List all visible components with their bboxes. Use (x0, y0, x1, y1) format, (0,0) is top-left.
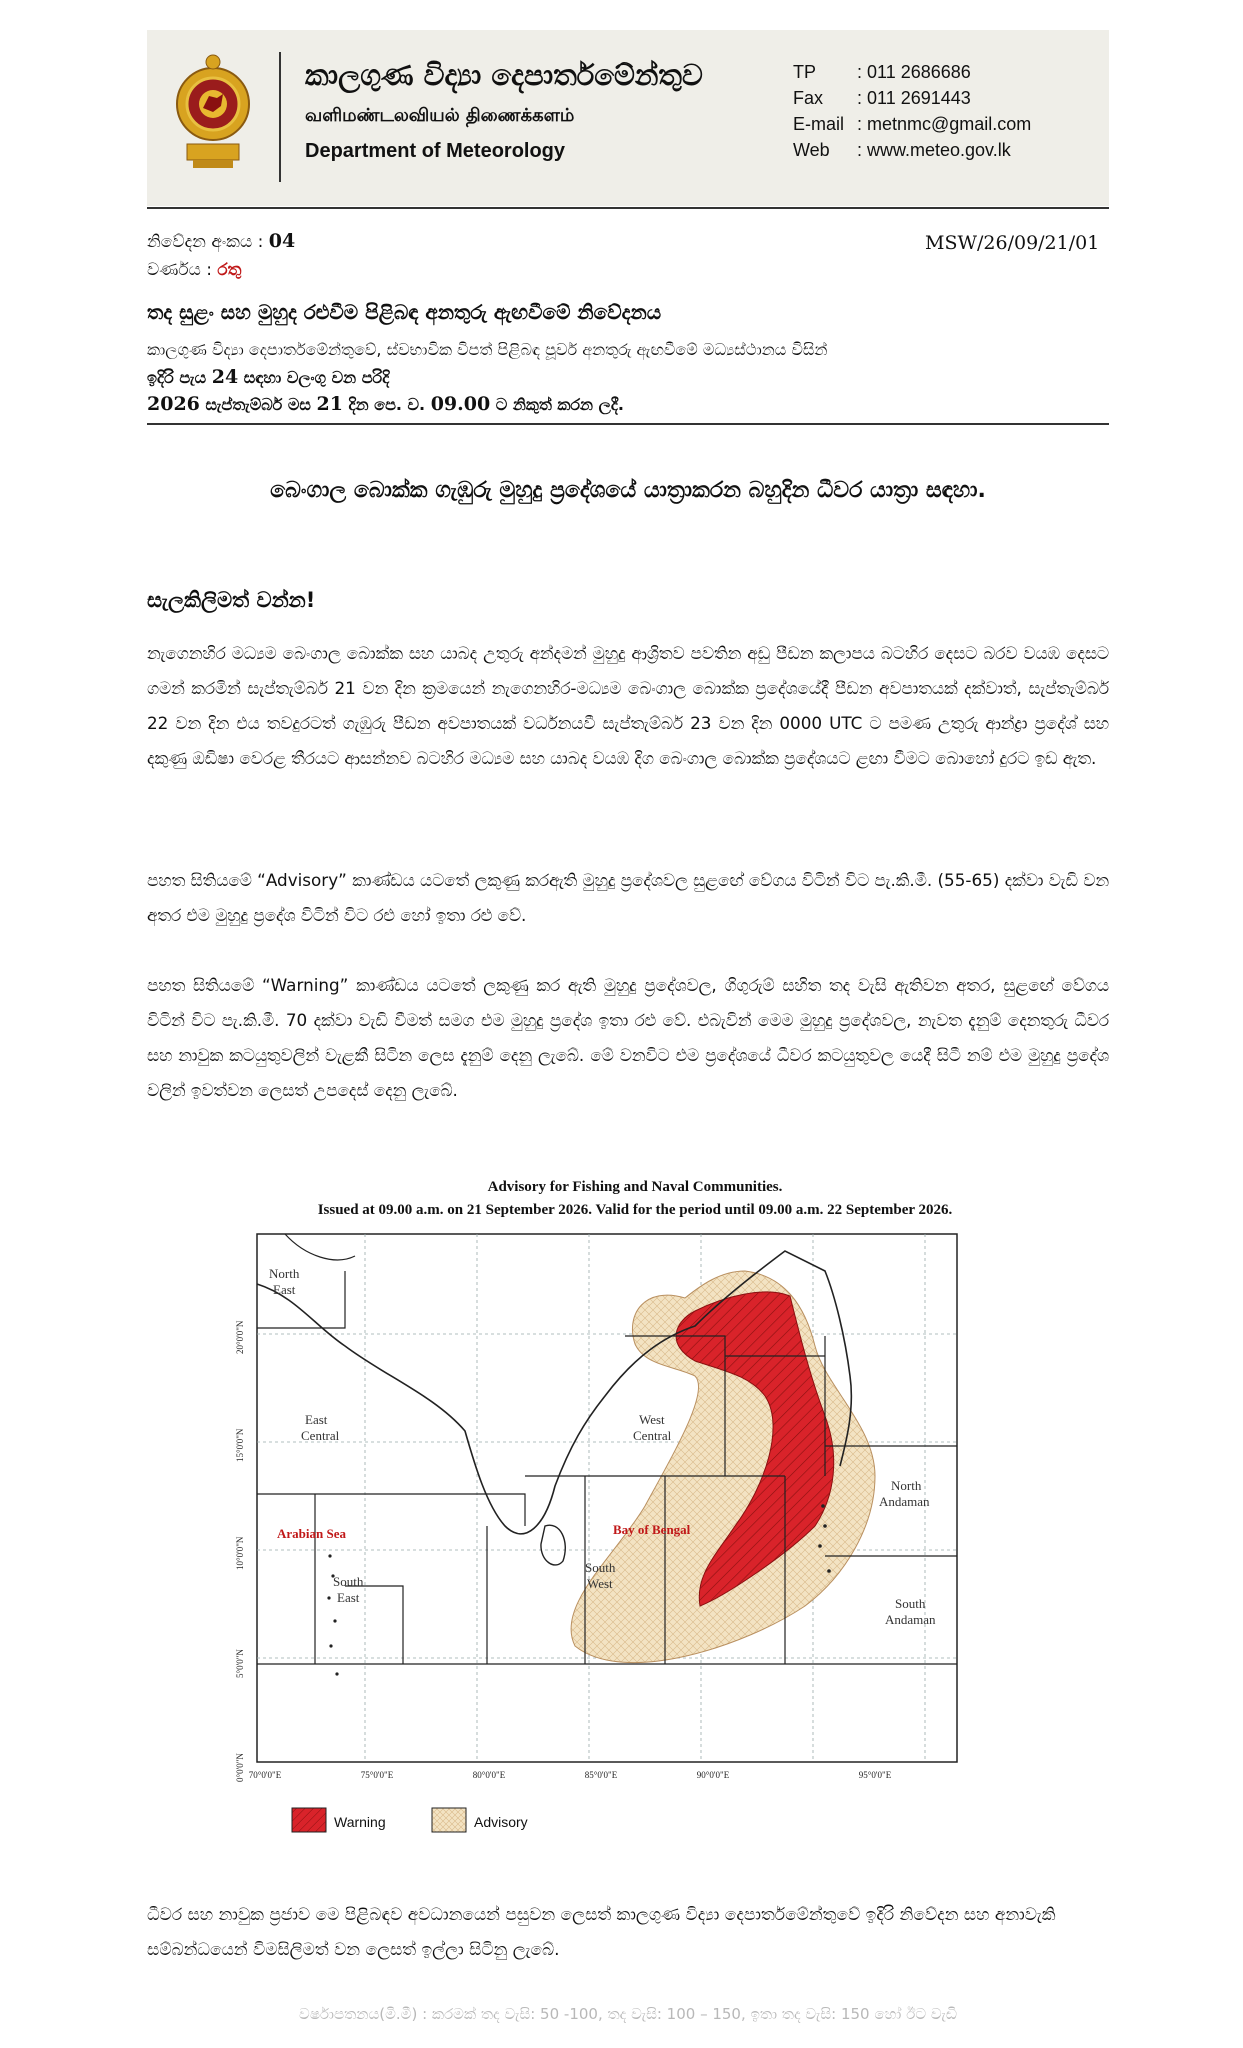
lon-tick-90: 90°0'0"E (696, 1770, 730, 1780)
notice-rule (147, 423, 1109, 425)
lon-tick-75: 75°0'0"E (360, 1770, 394, 1780)
issued-line-1: කාලගුණ විද්‍යා දෙපාර්තමේන්තුවේ, ස්වභාවික විපත් පිළිබඳ පූර්ව අනතුරු ඇඟවීමේ මධ්‍යස්ථානය විසින් (147, 340, 828, 359)
legend-warning-label: Warning (334, 1814, 386, 1830)
label-north-east: North (269, 1266, 300, 1281)
closing-paragraph: ධීවර සහ නාවුක ප්‍රජාව මෙ පිළිබඳව අවධානයෙන් පසුවන ලෙසත් කාලගුණ විද්‍යා දෙපාර්තමේන්තුවේ ඉදිරි නිවේදන සහ අනාවැකි සම්බන්ධයෙන් විමසිලිමත් වන ලෙසත් ඉල්ලා සිටිනු ලැබේ. (147, 1905, 1056, 1960)
header-rule (147, 207, 1109, 209)
latitude-ticks (235, 1320, 245, 1782)
caution-text: සැලකිලිමත් වන්න! (147, 588, 316, 612)
label-south-west: South (585, 1560, 616, 1575)
map-subtitle: Issued at 09.00 a.m. on 21 September 2026. Valid for the period until 09.00 a.m. 22 September 2026. (317, 1202, 953, 1218)
map-legend (290, 1806, 690, 1836)
notice-color: වර්ණය : රතු (147, 260, 242, 280)
org-name-tamil: வளிமண்டலவியல் திணைக்களம் (305, 105, 575, 126)
rainfall-scale-note: වර්ෂාපතනය(මි.මී) : කරමක් තද වැසි: 50 -100, තද වැසි: 100 – 150, ඉතා තද වැසි: 150 හෝ ඊට වැඩි (299, 2005, 957, 2023)
label-south-east: South (333, 1574, 364, 1589)
notice-title: තද සුළං සහ මුහුද රළුවීම පිළිබඳ අනතුරු ඇඟවීමේ නිවේදනය (147, 300, 662, 324)
paragraph-2: පහත සිතියමේ “Advisory” කාණ්ඩය යටතේ ලකුණු කරඇති මුහුදු ප්‍රදේශවල සුළඟේ වේගය විටින් විට පැ.කි.මී. (55-65) දක්වා වැඩි වන අතර එම මුහුදු ප්‍රදේශ විටින් විට රළු හෝ ඉතා රළු වේ. (147, 870, 1109, 925)
legend-advisory-label: Advisory (474, 1814, 528, 1830)
org-name-sinhala: කාලගුණ විද්‍යා දෙපාර්තමේන්තුව (305, 58, 703, 92)
lat-tick-10: 10°0'0"N (235, 1536, 245, 1570)
label-west-central: West (639, 1412, 665, 1427)
notice-reference: MSW/26/09/21/01 (925, 232, 1100, 254)
label-north-andaman: North (891, 1478, 922, 1493)
legend-advisory-swatch (432, 1808, 466, 1832)
label-east-central: East (305, 1412, 328, 1427)
map-title: Advisory for Fishing and Naval Communities. (487, 1179, 783, 1195)
letterhead (147, 30, 1109, 206)
longitude-ticks (249, 1770, 892, 1780)
org-name-english: Department of Meteorology (305, 140, 566, 162)
lat-tick-0: 0°0'0"N (235, 1753, 245, 1782)
issued-line-3: 2026 සැප්තැම්බර් මස 21 දින පෙ. ව. 09.00 ට නිකුත් කරන ලදී. (147, 393, 625, 415)
contact-email[interactable]: E-mail : metnmc@gmail.com (793, 114, 1032, 134)
label-west-central-2: Central (633, 1428, 672, 1443)
paragraph-1: නැගෙනහිර මධ්‍යම බෙංගාල බොක්ක සහ යාබද උතුරු අන්දමන් මුහුදු ආශ්‍රිතව පවතින අඩු පීඩන කලාපය බටහිර දෙසට බරව වයඹ දෙසට ගමන් කරමින් සැප්තැම්බර් 21 වන දින ක්‍රමයෙන් නැගෙනහිර-මධ්‍යම බෙංගාල බොක්ක ප්‍රදේශයේදී පීඩන අවපාතයක් දක්වාත්, සැප්තැම්බර් 22 වන දින එය තවදුරටත් ගැඹුරු පීඩන අවපාතයක් වර්ධනයවී සැප්තැම්බර් 23 වන දින 0000 UTC ට පමණ උතුරු ආන්ද්‍රා ප්‍රදේශ් සහ දකුණු ඔඩිෂා වෙරළ තීරයට ආසන්නව බටහිර මධ්‍යම සහ යාබද වයඹ දිග බෙංගාල බොක්ක ප්‍රදේශයට ළඟා වීමට බොහෝ දුරට ඉඩ ඇත. (147, 643, 1109, 768)
label-south-andaman: South (895, 1596, 926, 1611)
label-north-andaman-2: Andaman (879, 1494, 930, 1509)
issued-line-2: ඉදිරි පැය 24 සඳහා වලංගු වන පරිදි (147, 366, 390, 388)
contact-web[interactable]: Web : www.meteo.gov.lk (793, 140, 1011, 160)
lat-tick-20: 20°0'0"N (235, 1320, 245, 1354)
lat-tick-15: 15°0'0"N (235, 1428, 245, 1462)
lon-tick-70: 70°0'0"E (248, 1770, 282, 1780)
lat-tick-5: 5°0'0"N (235, 1649, 245, 1678)
lon-tick-85: 85°0'0"E (584, 1770, 618, 1780)
sri-lanka-emblem-icon (173, 48, 253, 173)
lon-tick-95: 95°0'0"E (858, 1770, 892, 1780)
notice-number: නිවේදන අංකය : 04 (147, 230, 296, 252)
paragraph-3: පහත සිතියමේ “Warning” කාණ්ඩය යටතේ ලකුණු කර ඇති මුහුදු ප්‍රදේශවල, ගිගුරුම් සහිත තද වැසි ඇතිවන අතර, සුළඟේ වේගය විටින් විට පැ.කි.මී. 70 දක්වා වැඩි වීමත් සමග එම මුහුදු ප්‍රදේශ ඉතා රළු වේ. එබැවින් මෙම මුහුදු ප්‍රදේශවල, නැවත දැනුම් දෙනතුරු ධීවර සහ නාවුක කටයුතුවලින් වැළකී සිටින ලෙස දැනුම් දෙනු ලැබේ. මේ වනවිට එම ප්‍රදේශයේ ධීවර කටයුතුවල යෙදී සිටී නම් එම මුහුදු ප්‍රදේශ වලින් ඉවත්වන ලෙසත් උපදෙස් දෙනු ලැබේ. (147, 975, 1109, 1100)
label-east-central-2: Central (301, 1428, 340, 1443)
lon-tick-80: 80°0'0"E (472, 1770, 506, 1780)
label-south-west-2: West (587, 1576, 613, 1591)
contact-tp: TP : 011 2686686 (793, 62, 971, 82)
label-bay-of-bengal: Bay of Bengal (613, 1522, 691, 1537)
header-divider (279, 52, 281, 182)
label-arabian-sea: Arabian Sea (277, 1526, 346, 1541)
label-south-east-2: East (337, 1590, 360, 1605)
label-south-andaman-2: Andaman (885, 1612, 936, 1627)
advisory-map (225, 1226, 980, 1786)
label-north-east-2: East (273, 1282, 296, 1297)
legend-warning-swatch (292, 1808, 326, 1832)
advisory-heading: බෙංගාල බොක්ක ගැඹුරු මුහුදු ප්‍රදේශයේ යාත්‍රාකරන බහුදින ධීවර යාත්‍රා සඳහා. (270, 478, 986, 503)
contact-fax: Fax : 011 2691443 (793, 88, 971, 108)
